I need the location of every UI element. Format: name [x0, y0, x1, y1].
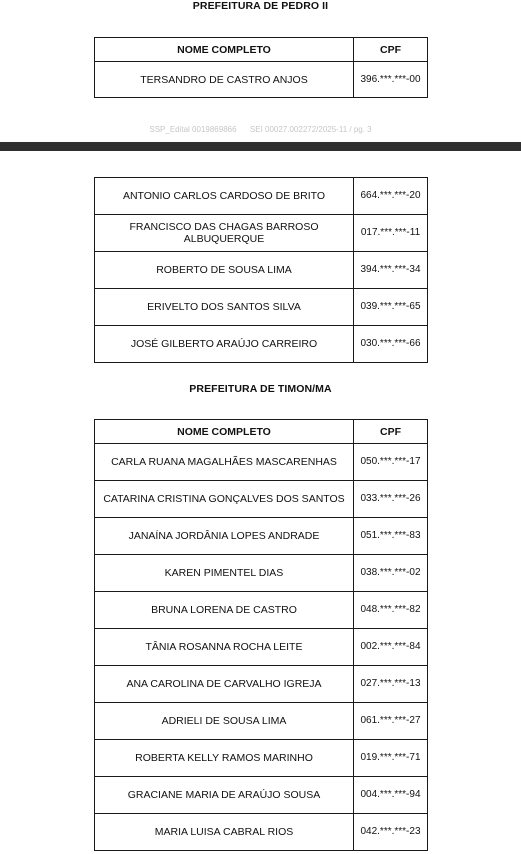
candidate-cpf: 004.***.***-94	[354, 777, 428, 814]
candidate-name: JOSÉ GILBERTO ARAÚJO CARREIRO	[95, 326, 354, 363]
candidate-cpf: 664.***.***-20	[354, 178, 428, 215]
candidate-cpf: 396.***.***-00	[354, 62, 428, 98]
candidate-cpf: 039.***.***-65	[354, 289, 428, 326]
table-row	[95, 444, 428, 481]
candidate-name: ROBERTA KELLY RAMOS MARINHO	[95, 740, 354, 777]
table-row	[95, 592, 428, 629]
table-row	[95, 178, 428, 215]
candidate-cpf: 002.***.***-84	[354, 629, 428, 666]
document-page-upper	[0, 0, 521, 142]
candidate-cpf: 017.***.***-11	[354, 215, 428, 252]
table-row	[95, 252, 428, 289]
table-row	[95, 518, 428, 555]
table-row	[95, 326, 428, 363]
table-row	[95, 629, 428, 666]
table-row	[95, 215, 428, 252]
page-break-divider	[0, 142, 521, 151]
candidate-cpf: 048.***.***-82	[354, 592, 428, 629]
table-row	[95, 666, 428, 703]
candidate-name: CARLA RUANA MAGALHÃES MASCARENHAS	[95, 444, 354, 481]
candidate-name: JANAÍNA JORDÂNIA LOPES ANDRADE	[95, 518, 354, 555]
table-row	[95, 703, 428, 740]
candidate-cpf: 050.***.***-17	[354, 444, 428, 481]
column-header-cpf: CPF	[354, 38, 428, 62]
candidate-cpf: 061.***.***-27	[354, 703, 428, 740]
candidate-name: ANA CAROLINA DE CARVALHO IGREJA	[95, 666, 354, 703]
candidate-name: TERSANDRO DE CASTRO ANJOS	[95, 62, 354, 98]
candidate-cpf: 019.***.***-71	[354, 740, 428, 777]
candidate-name: ROBERTO DE SOUSA LIMA	[95, 252, 354, 289]
candidate-cpf: 042.***.***-23	[354, 814, 428, 851]
candidate-cpf: 394.***.***-34	[354, 252, 428, 289]
candidate-cpf: 051.***.***-83	[354, 518, 428, 555]
footer-sei: SEI 00027.002272/2025-11 / pg. 3	[249, 125, 372, 134]
candidate-name: ERIVELTO DOS SANTOS SILVA	[95, 289, 354, 326]
candidate-name: FRANCISCO DAS CHAGAS BARROSO ALBUQUERQUE	[95, 215, 354, 252]
candidate-name: CATARINA CRISTINA GONÇALVES DOS SANTOS	[95, 481, 354, 518]
candidate-cpf: 038.***.***-02	[354, 555, 428, 592]
candidate-cpf: 033.***.***-26	[354, 481, 428, 518]
candidate-name: MARIA LUISA CABRAL RIOS	[95, 814, 354, 851]
table-row	[95, 555, 428, 592]
section-title-timon: PREFEITURA DE TIMON/MA	[189, 383, 332, 395]
table-row	[95, 481, 428, 518]
candidate-name: KAREN PIMENTEL DIAS	[95, 555, 354, 592]
candidates-table-pedro-ii-continued	[94, 177, 428, 363]
section-title-pedro-ii: PREFEITURA DE PEDRO II	[192, 0, 329, 12]
candidates-table-timon	[94, 419, 428, 851]
candidate-name: TÂNIA ROSANNA ROCHA LEITE	[95, 629, 354, 666]
page-footer	[0, 125, 521, 134]
table-row	[95, 777, 428, 814]
candidate-name: ANTONIO CARLOS CARDOSO DE BRITO	[95, 178, 354, 215]
footer-edital: SSP_Edital 0019869866	[149, 125, 237, 134]
candidates-table-pedro-ii	[94, 37, 428, 98]
table-row	[95, 289, 428, 326]
column-header-name: NOME COMPLETO	[95, 38, 354, 62]
candidate-name: BRUNA LORENA DE CASTRO	[95, 592, 354, 629]
column-header-name: NOME COMPLETO	[95, 420, 354, 444]
table-row	[95, 740, 428, 777]
table-row	[95, 814, 428, 851]
candidate-cpf: 027.***.***-13	[354, 666, 428, 703]
document-page-lower	[0, 151, 521, 854]
candidate-name: GRACIANE MARIA DE ARAÚJO SOUSA	[95, 777, 354, 814]
candidate-name: ADRIELI DE SOUSA LIMA	[95, 703, 354, 740]
column-header-cpf: CPF	[354, 420, 428, 444]
table-row	[95, 62, 428, 98]
candidate-cpf: 030.***.***-66	[354, 326, 428, 363]
